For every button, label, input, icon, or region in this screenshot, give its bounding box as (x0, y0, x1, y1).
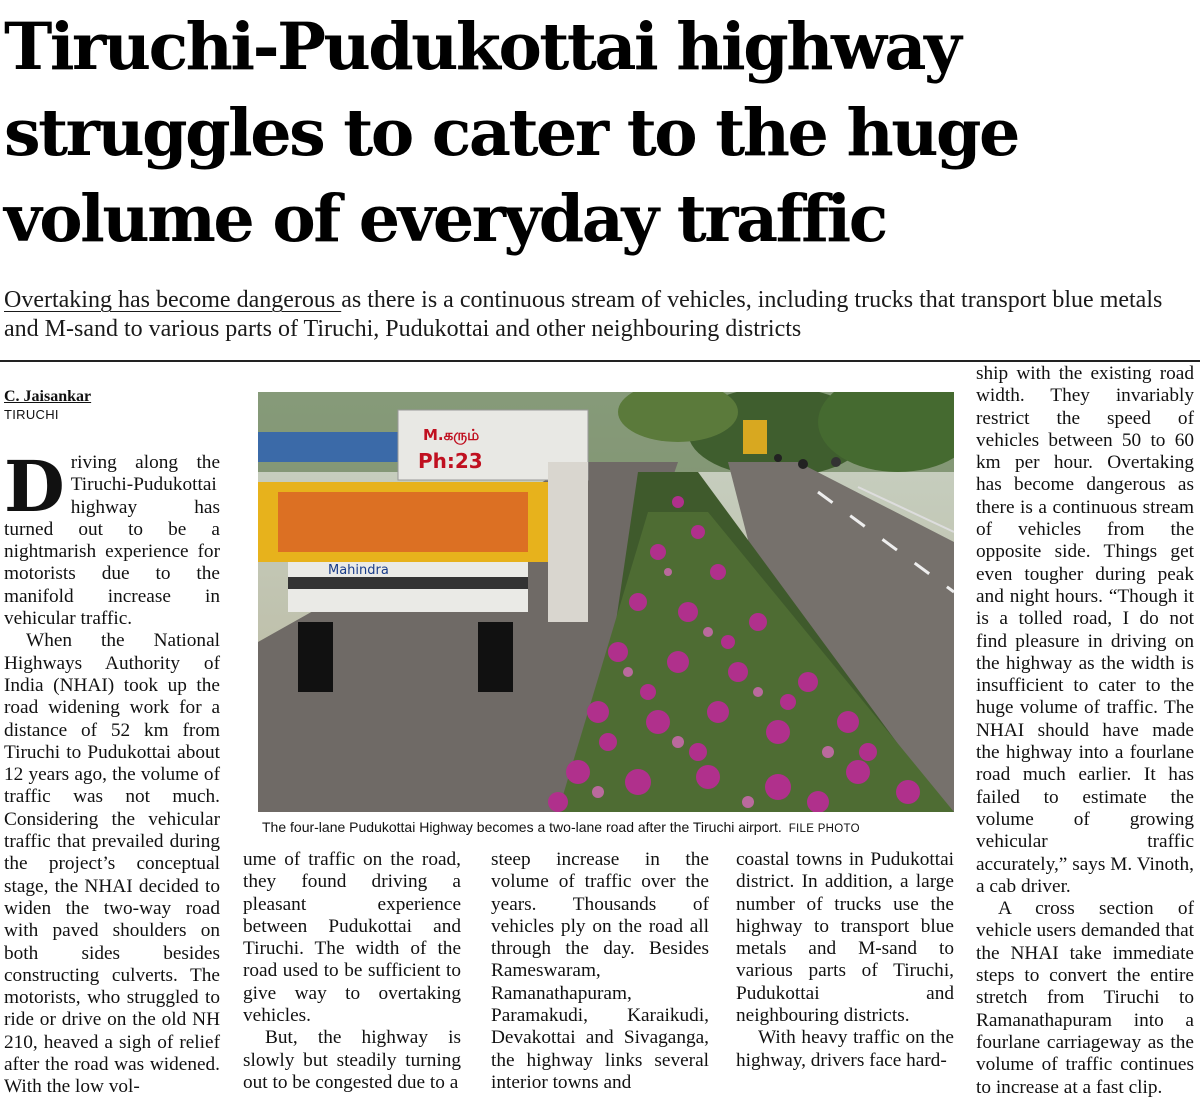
article-paragraph (4, 445, 220, 630)
drop-cap: D (4, 445, 65, 528)
truck-sign-text: M.கரும் (423, 426, 480, 444)
article-column-1 (4, 445, 220, 1099)
standfirst-text: as there is a continuous stream of vehicles, including trucks that transport blue metals and M-sand to various parts of Tiruchi, Pudukottai and other neighbouring districts (4, 287, 1163, 342)
truck-phone-text: Ph:23 (418, 449, 483, 473)
article-paragraph: ship with the existing road width. They invariably restrict the speed of vehicles between 50 to 60 km per hour. Overtaking has become dangerous as there is a continuous stream of vehicles from the opposite side. Things get even tougher during peak and night hours. “Though it is a tolled road, I do not find pleasure in driving on the highway as the width is insufficient to cater to the huge volume of traffic. The NHAI should have made the highway into a fourlane road much earlier. It has failed to estimate the volume of growing vehicular traffic accurately,” says M. Vinoth, a cab driver. (976, 363, 1194, 897)
article-paragraph: When the National Highways Authority of India (NHAI) took up the road widening work for a distance of 52 km from Tiruchi to Pudukottai about 12 years ago, the volume of traffic was not much. Considering the vehicular traffic that prevailed during the project’s conceptual stage, the NHAI decided to widen the two-way road with paved shoulders on both sides besides constructing culverts. The motorists, who struggled to ride or drive on the old NH 210, heaved a sigh of relief after the road was widened. With the low vol- (4, 630, 220, 1098)
article-paragraph: A cross section of vehicle users demanded that the NHAI take immediate steps to convert the entire stretch from Tiruchi to Ramanathapuram into a fourlane carriageway as the volume of traffic continues to increase at a fast clip. (976, 898, 1194, 1098)
article-paragraph: coastal towns in Pudukottai district. In addition, a large number of trucks use the highway to transport blue metals and M-sand to various parts of Tiruchi, Pudukottai and neighbouring districts. (736, 849, 954, 1027)
standfirst (4, 286, 1194, 344)
dateline: TIRUCHI (4, 407, 59, 422)
photo-credit: FILE PHOTO (788, 823, 860, 835)
article-paragraph: But, the highway is slowly but steadily turning out to be congested due to a (243, 1027, 461, 1093)
photo-caption (262, 818, 962, 838)
article-paragraph: ume of traffic on the road, they found driving a pleasant experience between Pudukottai and Tiruchi. The width of the road used to be sufficient to give way to overtaking vehicles. (243, 849, 461, 1027)
article-column-2 (243, 849, 461, 1094)
article-column-4 (736, 849, 954, 1072)
article-paragraph: steep increase in the volume of traffic over the years. Thousands of vehicles ply on the road all through the day. Besides Rameswaram, Ramanathapuram, Paramakudi, Karaikudi, Devakottai and Sivaganga, the highway links several interior towns and (491, 849, 709, 1093)
article-column-3 (491, 849, 709, 1094)
standfirst-lead[interactable]: Overtaking has become dangerous (4, 287, 342, 313)
article-photo (258, 392, 954, 812)
byline (4, 388, 224, 424)
article-column-5 (976, 363, 1194, 1099)
article-paragraph: With heavy traffic on the highway, drivers face hard- (736, 1027, 954, 1071)
section-divider (0, 360, 1200, 362)
truck-brand-text: Mahindra (328, 563, 389, 578)
highway-photo-illustration (258, 392, 954, 812)
author-name[interactable]: C. Jaisankar (4, 388, 92, 405)
caption-text: The four-lane Pudukottai Highway becomes a two-lane road after the Tiruchi airport. (262, 819, 782, 835)
paragraph-text: riving along the Tiruchi-Pudukottai highway has turned out to be a nightmarish experience for motorists due to the manifold increase in vehicular traffic. (4, 452, 220, 630)
headline: Tiruchi-Pudukottai highway struggles to cater to the huge volume of everyday traffic (4, 9, 1018, 257)
